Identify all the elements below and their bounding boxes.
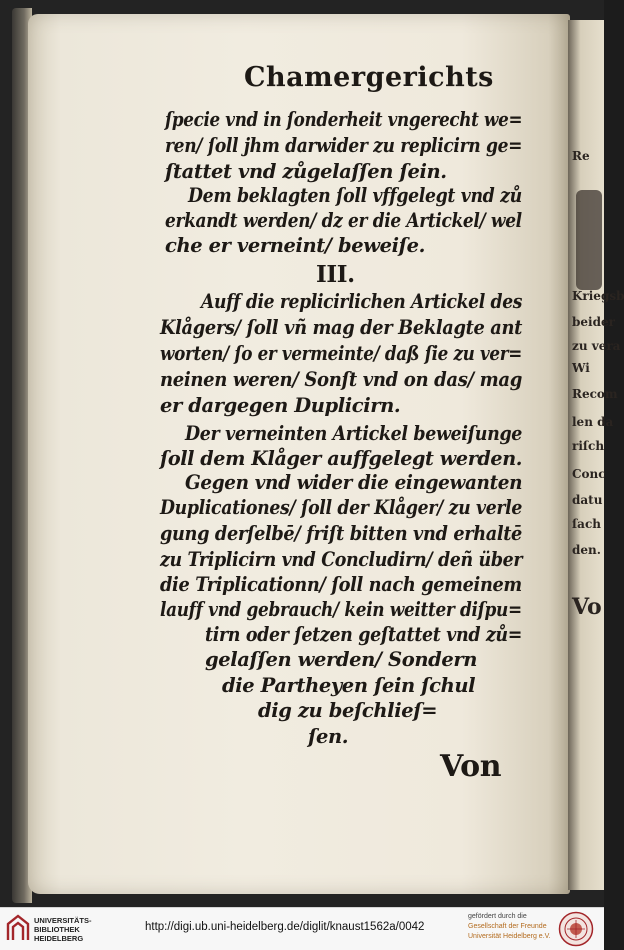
text-line: gung derſelbē/ friſt bitten vnd erhaltē — [160, 522, 522, 545]
section-numeral: III. — [316, 261, 355, 288]
text-line: ren/ ſoll jhm darwider zu replicirn ge= — [165, 134, 523, 157]
next-page-fragment: riſch — [572, 439, 605, 453]
text-line: Gegen vnd wider die eingewanten — [185, 471, 523, 494]
text-line: Der verneinten Artickel beweiſunge — [185, 422, 523, 445]
text-line: ſpecie vnd in ſonderheit vngerecht we= — [165, 108, 523, 131]
page-heading: Chamergerichts — [244, 62, 494, 93]
text-line: dig zu beſchlieſ= — [258, 699, 438, 722]
library-name-line: HEIDELBERG — [34, 934, 84, 943]
text-line: Dem beklagten ſoll vffgelegt vnd zů — [188, 184, 522, 207]
funding-note — [468, 912, 551, 942]
library-logo-icon — [6, 914, 30, 942]
text-line: gelaſſen werden/ Sondern — [205, 648, 477, 671]
text-line: die Partheyen ſein ſchul — [222, 674, 476, 697]
next-page-fragment: den. — [572, 543, 601, 557]
text-line: ſtattet vnd zůgelaſſen ſein. — [165, 160, 447, 183]
funding-label: gefördert durch die — [468, 913, 527, 920]
text-line: che er verneint/ beweiſe. — [165, 234, 426, 257]
next-page-fragment: len da — [572, 415, 614, 429]
text-line: zu Triplicirn vnd Concludirn/ deñ über — [160, 548, 523, 571]
library-name — [34, 916, 92, 943]
next-page-edge — [568, 20, 624, 890]
text-line: lauff vnd gebrauch/ kein weitter diſpu= — [160, 598, 522, 621]
text-line: tirn oder ſetzen geſtattet vnd zů= — [205, 623, 523, 646]
text-line: erkandt werden/ dz er die Artickel/ wel — [165, 209, 522, 232]
text-line: die Triplicationn/ ſoll nach gemeinem — [160, 573, 522, 596]
text-line: Auff die replicirlichen Artickel des — [201, 290, 523, 313]
next-page-fragment: zu vera — [572, 339, 621, 353]
funding-org-line: Gesellschaft der Freunde — [468, 923, 547, 930]
next-page-fragment: Vo — [572, 594, 602, 620]
text-line: ſoll dem Klåger auffgelegt werden. — [160, 447, 523, 470]
next-page-fragment: Recom — [572, 387, 618, 401]
next-page-fragment: beider — [572, 315, 615, 329]
next-page-fragment: ſach — [572, 517, 601, 531]
funding-org-line: Universität Heidelberg e.V. — [468, 933, 551, 940]
text-line: er dargegen Duplicirn. — [160, 394, 401, 417]
decorated-initial — [576, 190, 602, 290]
next-page-fragment: Re — [572, 149, 590, 163]
library-name-line: BIBLIOTHEK — [34, 925, 80, 934]
next-page-fragment: Wi — [572, 361, 590, 375]
next-page-fragment: datu — [572, 493, 603, 507]
university-seal-icon — [558, 911, 594, 947]
text-line: Duplicationes/ ſoll der Klåger/ zu verle — [160, 496, 523, 519]
library-name-line: UNIVERSITÄTS- — [34, 916, 92, 925]
text-line: neinen weren/ Sonſt vnd on das/ mag — [160, 368, 522, 391]
text-line: worten/ ſo er vermeinte/ daß ſie zu ver= — [160, 342, 522, 365]
permalink[interactable]: http://digi.ub.uni-heidelberg.de/diglit/knaust1562a/0042 — [145, 921, 425, 933]
next-page-fragment: Conc — [572, 467, 606, 481]
catchword: Von — [440, 749, 502, 784]
next-page-fragment: Kriegsb — [572, 289, 624, 303]
viewer-footer — [0, 907, 604, 950]
text-line: ſen. — [308, 725, 349, 748]
text-line: Klågers/ ſoll vñ mag der Beklagte ant — [160, 316, 522, 339]
